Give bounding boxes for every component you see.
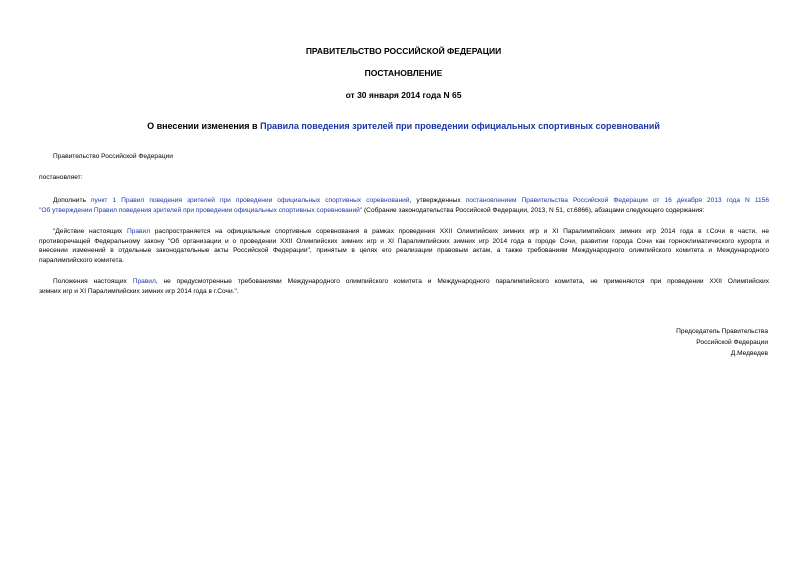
resolution-title-link[interactable]: "Об утверждении Правил поведения зрителей при проведении официальных спортивных соревнований" — [39, 206, 363, 214]
quote-paragraph-line2: противоречащей Федеральному закону "Об организации и о проведении XXII Олимпийских зимних игр и XI Паралимпийских зимних игр 2014 года в городе Сочи, развитии города Сочи как горноклиматического курорта и — [39, 237, 769, 245]
signature-position: Председатель Правительства — [676, 328, 768, 335]
paragraph-resolves: постановляет: — [39, 174, 83, 181]
quote-text-b: распространяется на официальные спортивные соревнования в рамках проведения XXII Олимпийских зимних игр и XI Паралимпийских зимних игр 2014 года в г.Сочи в части, не — [150, 228, 769, 235]
signature-country: Российской Федерации — [696, 339, 768, 346]
provisions-paragraph-line1 — [39, 277, 769, 286]
provisions-paragraph-line2: зимних игр и XI Паралимпийских зимних игр 2014 года в г.Сочи.". — [39, 287, 239, 295]
paragraph-amend-line1 — [39, 196, 769, 205]
paragraph-government: Правительство Российской Федерации — [53, 153, 173, 160]
paragraph-amend-line2 — [39, 206, 704, 215]
quote-text-a: "Действие настоящих — [53, 228, 127, 235]
quote-rules-link[interactable]: Правил — [126, 228, 151, 235]
amend-text-b: , утвержденных — [409, 197, 466, 204]
provisions-rules-link[interactable]: Правил — [132, 278, 156, 285]
quote-paragraph-line3: внесении изменений в отдельные законодательные акты Российской Федерации", принятым в целях его реализации правовым актам, а также требованиям Международного олимпийского комитета и Международного — [39, 247, 769, 254]
title-rules-link[interactable]: Правила поведения зрителей при проведении официальных спортивных соревнований — [260, 121, 660, 131]
provisions-text-a: Положения настоящих — [53, 278, 133, 285]
document-title — [0, 121, 807, 132]
amend-text-a: Дополнить — [53, 197, 91, 204]
government-heading: ПРАВИТЕЛЬСТВО РОССИЙСКОЙ ФЕДЕРАЦИИ — [305, 46, 502, 56]
document-type-heading: ПОСТАНОВЛЕНИЕ — [364, 68, 443, 78]
provisions-text-b: , не предусмотренные требованиями Международного олимпийского комитета и Международного паралимпийского комитета, не применяются при проведении XXII Олимпийских — [155, 278, 769, 285]
rules-point1-link[interactable]: пункт 1 Правил поведения зрителей при проведении официальных спортивных соревнований — [90, 197, 410, 204]
date-number-heading: от 30 января 2014 года N 65 — [345, 90, 462, 100]
signature-name: Д.Медведев — [730, 350, 768, 357]
quote-paragraph-line4: паралимпийского комитета. — [39, 256, 124, 264]
amend-text-c: (Собрание законодательства Российской Федерации, 2013, N 51, ст.6866), абзацами следующего содержания: — [362, 206, 705, 214]
title-prefix: О внесении изменения в — [147, 121, 261, 131]
quote-paragraph-line1 — [39, 227, 769, 236]
resolution-1156-link[interactable]: постановлением Правительства Российской Федерации от 16 декабря 2013 года N 1156 — [465, 197, 769, 204]
